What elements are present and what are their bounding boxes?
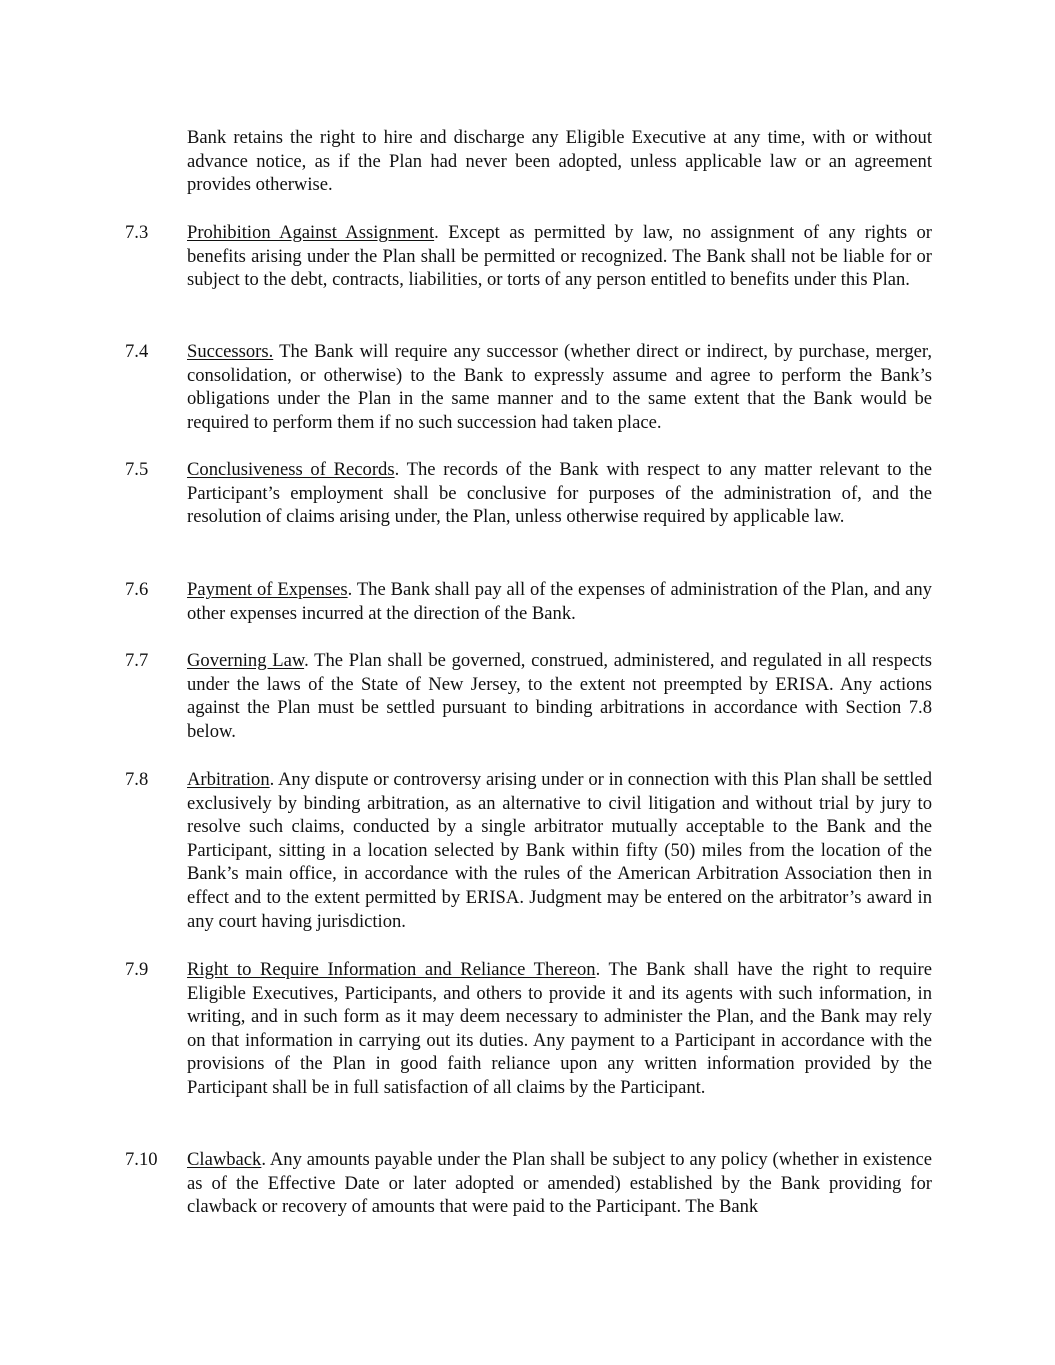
section-body (187, 578, 932, 625)
section-text: Except as permitted by law, no assignment of any rights or benefits arising under the Plan shall be permitted or recognized. The Bank shall not be liable for or subject to the debt, contracts, liabilities, or torts of any person entitled to benefits under this Plan. (187, 222, 933, 291)
section-text: Any dispute or controversy arising under or in connection with this Plan shall be settled exclusively by binding arbitration, as an alternative to civil litigation and without trial by jury to resolve such claims, conducted by a single arbitrator mutually acceptable to the Bank and the Participant, sitting in a location selected by Bank within fifty (50) miles from the location of the Bank’s main office, in accordance with the rules of the American Arbitration Association then in effect and to the extent permitted by ERISA. Judgment may be entered on the arbitrator’s award in any court having jurisdiction. (187, 769, 932, 932)
section-heading: Prohibition Against Assignment (187, 222, 435, 243)
section-number: 7.6 (125, 579, 149, 600)
section-body (187, 340, 932, 434)
heading-punctuation: . (261, 1149, 267, 1170)
section-body (187, 768, 932, 933)
section-body (187, 958, 932, 1100)
heading-punctuation: . (347, 579, 353, 600)
section-number: 7.10 (125, 1149, 158, 1170)
section-heading: Payment of Expenses (187, 579, 348, 600)
section-heading: Right to Require Information and Reliance Thereon (187, 959, 596, 980)
section-text: Any amounts payable under the Plan shall be subject to any policy (whether in existence as of the Effective Date or later adopted or amended) established by the Bank providing for clawback or recovery of amounts that were paid to the Participant. The Bank (187, 1149, 932, 1218)
section-number: 7.5 (125, 459, 149, 480)
section-body (187, 1148, 932, 1219)
section-text: The records of the Bank with respect to any matter relevant to the Participant’s employment shall be conclusive for purposes of the administration of, and the resolution of claims arising under, the Plan, unless otherwise required by applicable law. (187, 459, 932, 528)
section-number: 7.9 (125, 959, 149, 980)
section-text: The Bank will require any successor (whether direct or indirect, by purchase, merger, consolidation, or otherwise) to the Bank to expressly assume and agree to perform the Bank’s obligations under the Plan in the same manner and to the same extent that the Bank would be required to perform them if no such succession had taken place. (187, 341, 932, 433)
section-number: 7.3 (125, 222, 149, 243)
section-text: The Bank shall pay all of the expenses of administration of the Plan, and any other expenses incurred at the direction of the Bank. (187, 579, 932, 624)
section-text: The Bank shall have the right to require Eligible Executives, Participants, and others to provide it and its agents with such information, in writing, and in such form as it may deem necessary to administer the Plan, and the Bank may rely on that information in carrying out its duties. Any payment to a Participant in accordance with the provisions of the Plan in good faith reliance upon any written information provided by the Participant shall be in full satisfaction of all claims by the Participant. (187, 959, 932, 1098)
section-heading: Clawback (187, 1149, 262, 1170)
heading-punctuation: . (394, 459, 400, 480)
section-text: The Plan shall be governed, construed, administered, and regulated in all respects under the laws of the State of New Jersey, to the extent not preempted by ERISA. Any actions against the Plan must be settled pursuant to binding arbitrations in accordance with Section 7.8 below. (187, 650, 932, 742)
section-heading: Conclusiveness of Records (187, 459, 395, 480)
section-heading: Arbitration (187, 769, 270, 790)
intro-paragraph: Bank retains the right to hire and discharge any Eligible Executive at any time, with or without advance notice, as if the Plan had never been adopted, unless applicable law or an agreement provides otherwise. (187, 127, 932, 196)
section-number: 7.4 (125, 341, 149, 362)
section-heading: Governing Law (187, 650, 305, 671)
section-heading: Successors. (187, 341, 274, 362)
heading-punctuation: . (434, 222, 439, 243)
section-body (187, 649, 932, 743)
section-number: 7.8 (125, 769, 149, 790)
heading-punctuation: . (595, 959, 601, 980)
heading-punctuation: . (304, 650, 309, 671)
heading-punctuation: . (269, 769, 275, 790)
section-number: 7.7 (125, 650, 149, 671)
section-body (187, 221, 932, 292)
section-body (187, 458, 932, 529)
